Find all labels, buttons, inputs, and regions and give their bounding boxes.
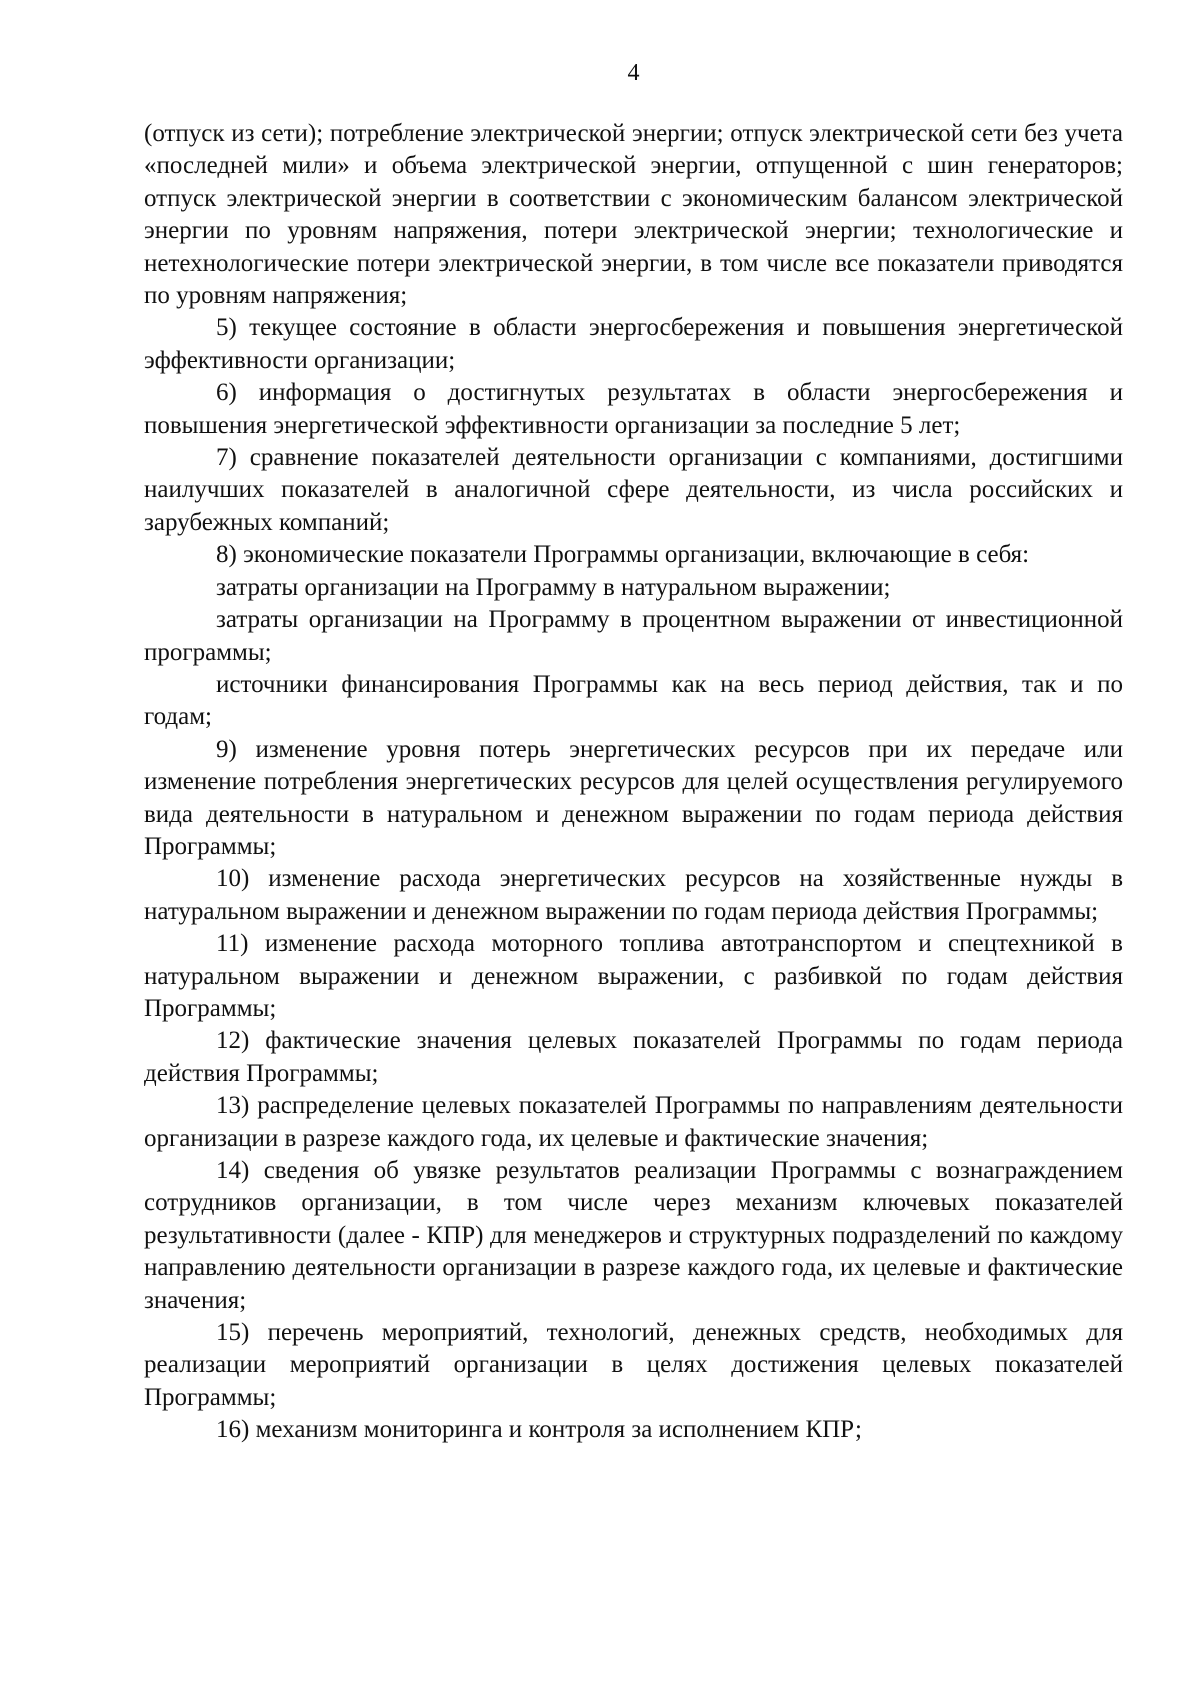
paragraph-item-12: 12) фактические значения целевых показателей Программы по годам периода действия Программы; xyxy=(144,1027,1123,1087)
paragraph-item-9: 9) изменение уровня потерь энергетических ресурсов при их передаче или изменение потребления энергетических ресурсов для целей осуществления регулируемого вида деятельности в натуральном и денежном выражении по годам периода действия Программы; xyxy=(144,735,1123,860)
paragraph-continuation: (отпуск из сети); потребление электрической энергии; отпуск электрической сети без учета «последней мили» и объема электрической энергии, отпущенной с шин генераторов; отпуск электрической энергии в соответствии с экономическим балансом электрической энергии по уровням напряжения, потери электрической энергии; технологические и нетехнологические потери электрической энергии, в том числе все показатели приводятся по уровням напряжения; xyxy=(144,120,1123,310)
paragraph-item-8-costs-natural: затраты организации на Программу в натуральном выражении; xyxy=(216,573,891,601)
paragraph-item-14: 14) сведения об увязке результатов реализации Программы с вознаграждением сотрудников организации, в том числе через механизм ключевых показателей результативности (далее - КПР) для менеджеров и структурных подразделений по каждому направлению деятельности организации в разрезе каждого года, их целевые и фактические значения; xyxy=(144,1157,1123,1314)
paragraph-item-16: 16) механизм мониторинга и контроля за исполнением КПР; xyxy=(216,1416,862,1444)
paragraph-item-8-funding-sources: источники финансирования Программы как на весь период действия, так и по годам; xyxy=(144,670,1123,731)
paragraph-item-15: 15) перечень мероприятий, технологий, денежных средств, необходимых для реализации мероприятий организации в целях достижения целевых показателей Программы; xyxy=(144,1319,1123,1411)
paragraph-item-8-costs-percent: затраты организации на Программу в процентном выражении от инвестиционной программы; xyxy=(144,606,1123,666)
paragraph-item-11: 11) изменение расхода моторного топлива автотранспортом и спецтехникой в натуральном выражении и денежном выражении, с разбивкой по годам действия Программы; xyxy=(144,930,1123,1022)
paragraph-item-8: 8) экономические показатели Программы организации, включающие в себя: xyxy=(216,541,1030,569)
paragraph-item-13: 13) распределение целевых показателей Программы по направлениям деятельности организации в разрезе каждого года, их целевые и фактические значения; xyxy=(144,1092,1123,1152)
page-number: 4 xyxy=(627,60,640,86)
paragraph-item-7: 7) сравнение показателей деятельности организации с компаниями, достигшими наилучших показателей в аналогичной сфере деятельности, из числа российских и зарубежных компаний; xyxy=(144,444,1123,536)
paragraph-item-6: 6) информация о достигнутых результатах в области энергосбережения и повышения энергетической эффективности организации за последние 5 лет; xyxy=(144,379,1123,439)
document-body xyxy=(144,118,1123,1447)
paragraph-item-10: 10) изменение расхода энергетических ресурсов на хозяйственные нужды в натуральном выражении и денежном выражении по годам периода действия Программы; xyxy=(144,865,1123,925)
paragraph-item-5: 5) текущее состояние в области энергосбережения и повышения энергетической эффективности организации; xyxy=(144,314,1123,374)
